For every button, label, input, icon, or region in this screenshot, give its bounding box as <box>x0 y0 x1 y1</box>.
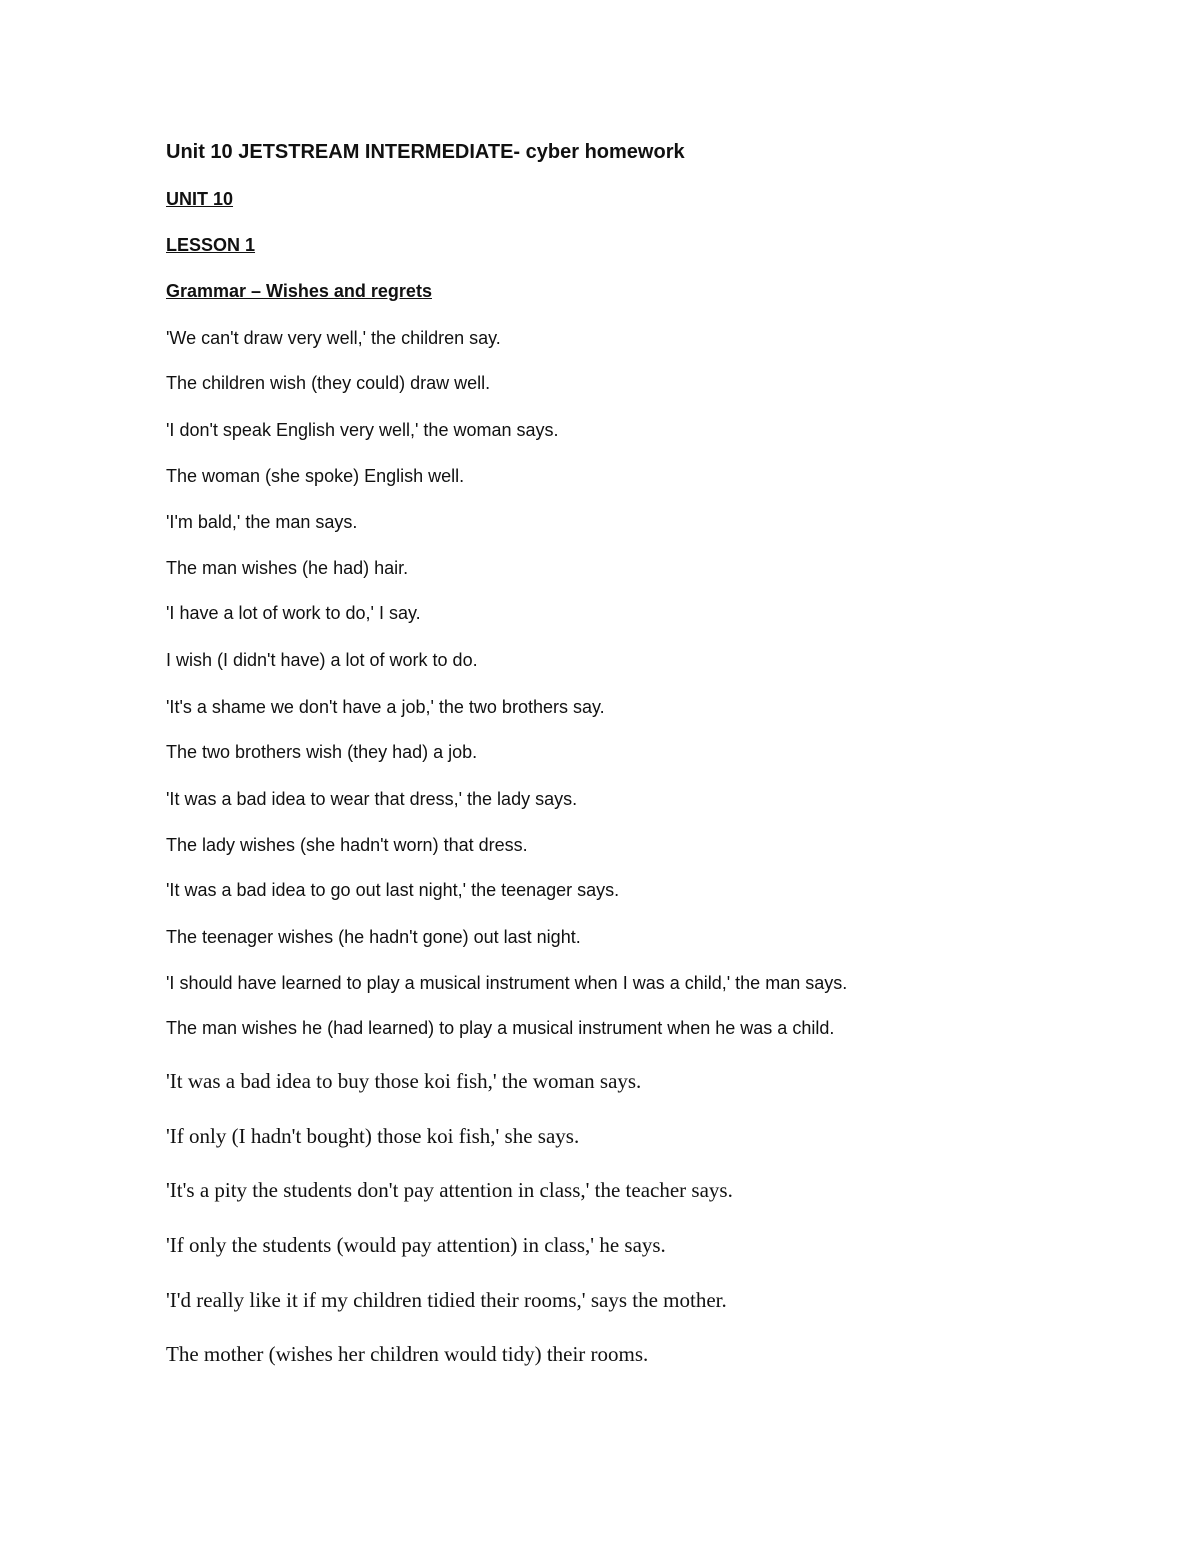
section-heading: Grammar – Wishes and regrets <box>166 281 432 301</box>
exercise-line: 'It's a shame we don't have a job,' the two brothers say. <box>166 697 605 717</box>
exercise-line: The two brothers wish (they had) a job. <box>166 742 478 762</box>
exercise-line: 'It was a bad idea to buy those koi fish,' the woman says. <box>166 1069 642 1093</box>
exercise-line: The children wish (they could) draw well. <box>166 373 491 393</box>
exercise-line: 'If only (I hadn't bought) those koi fish,' she says. <box>166 1124 580 1148</box>
exercise-line: 'I have a lot of work to do,' I say. <box>166 603 421 623</box>
unit-heading: UNIT 10 <box>166 189 234 209</box>
exercise-line: The woman (she spoke) English well. <box>166 466 465 486</box>
exercise-line: The teenager wishes (he hadn't gone) out last night. <box>166 927 581 947</box>
exercise-line: The lady wishes (she hadn't worn) that dress. <box>166 835 528 855</box>
exercise-line: 'It's a pity the students don't pay attention in class,' the teacher says. <box>166 1178 733 1202</box>
exercise-line: 'If only the students (would pay attention) in class,' he says. <box>166 1233 666 1257</box>
exercise-line: 'I'm bald,' the man says. <box>166 512 358 532</box>
lesson-heading: LESSON 1 <box>166 235 256 255</box>
exercise-line: The man wishes (he had) hair. <box>166 558 409 578</box>
exercise-line: 'It was a bad idea to wear that dress,' the lady says. <box>166 789 578 809</box>
exercise-line: The mother (wishes her children would tidy) their rooms. <box>166 1342 649 1366</box>
exercise-line: 'I should have learned to play a musical instrument when I was a child,' the man says. <box>166 973 848 993</box>
exercise-line: The man wishes he (had learned) to play a musical instrument when he was a child. <box>166 1018 835 1038</box>
exercise-line: 'It was a bad idea to go out last night,' the teenager says. <box>166 880 620 900</box>
exercise-line: I wish (I didn't have) a lot of work to do. <box>166 650 478 670</box>
document-title: Unit 10 JETSTREAM INTERMEDIATE- cyber homework <box>166 141 685 163</box>
exercise-line: 'I don't speak English very well,' the woman says. <box>166 420 559 440</box>
exercise-line: 'I'd really like it if my children tidied their rooms,' says the mother. <box>166 1288 727 1312</box>
exercise-line: 'We can't draw very well,' the children say. <box>166 328 501 348</box>
